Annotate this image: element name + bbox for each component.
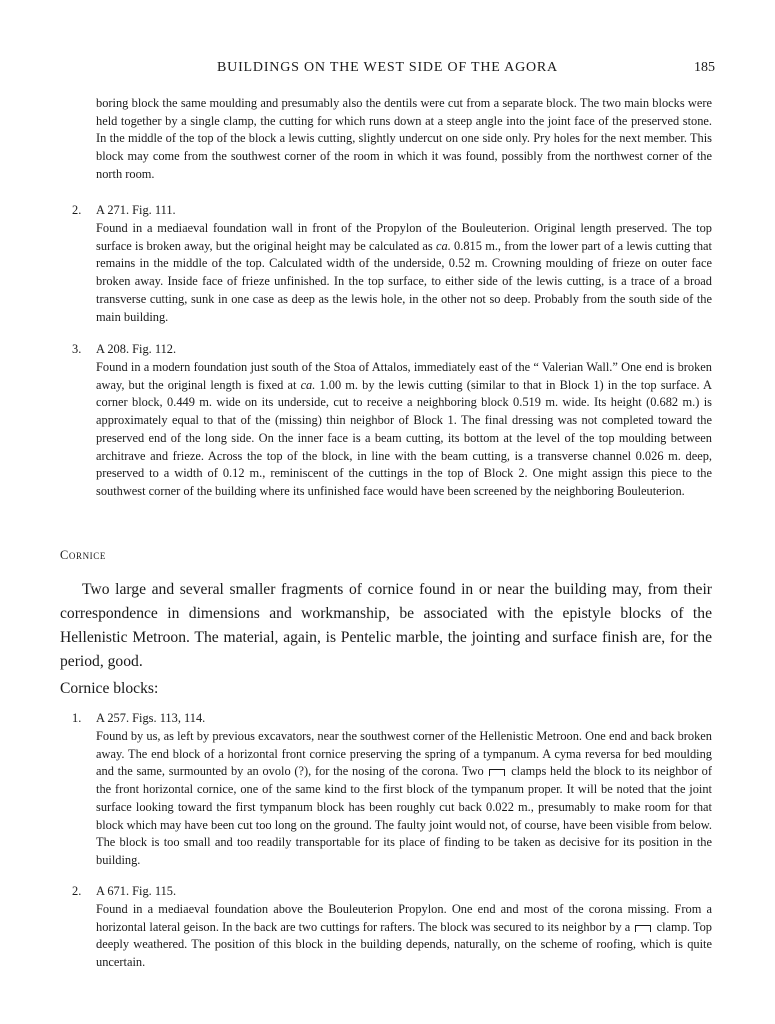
- running-title: BUILDINGS ON THE WEST SIDE OF THE AGORA: [217, 60, 558, 75]
- text-segment: clamps held the block to its neighbor of the front horizontal cornice, one of the same kind to the first block of the tympanum proper. It will be noted that the joint surface looking toward the first tympanum block has been roughly cut back 0.022 m., presumably to make room for that block which may have been cut too long on the ground. The faulty joint would not, of course, have been visible from below. The block is too small and too readily transportable for its place of finding to be taken as decisive for its position in the building.: [96, 764, 712, 867]
- item-number: 3.: [72, 342, 82, 356]
- text-segment: 1.00 m. by the lewis cutting (similar to that in Block 1) in the top surface. A corner block, 0.449 m. wide on its underside, cut to receive a neighboring block 0.519 m. wide. Its height (0.682 m.) is approximately equal to that of the (missing) thin neighbor of Block 1. The final dressing was not completed toward the preserved end of the long side. On the inner face is a beam cutting, its bottom at the level of the top moulding between architrave and frieze. Across the top of the block, in line with the beam cutting, is a transverse channel 0.026 m. deep, preserved to a width of 0.12 m., reminiscent of the cuttings in the top of Block 2. One might assign this piece to the southwest corner of the building where its unfinished face would have been screened by the neighboring Bouleuterion.: [96, 377, 712, 498]
- intro-paragraph: boring block the same moulding and presumably also the dentils were cut from a separate block. The two main blocks were held together by a single clamp, the cutting for which runs down at a steep angle into the joint face of the preserved stone. In the middle of the top of the block a lewis cutting, slightly undercut on one side only. Pry holes for the next member. This block may come from the southwest corner of the room in which it was found, possibly from the northwest corner of the north room.: [96, 96, 712, 181]
- catalogue-ref: A 671. Fig. 115.: [96, 884, 177, 898]
- text-segment: 0.815 m., from the lower part of a lewis cutting that remains in the middle of the top. Calculated width of the underside, 0.52 m. Crowning moulding of frieze on outer face broken away. Inside face of frieze unfinished. In the top surface, to either side of the lewis cutting, is a trace of a broad transverse cutting, sunk in one case as deep as the lewis hole, in the other not so deep. Probably from the south side of the main building.: [96, 238, 712, 324]
- sub-heading: Cornice blocks:: [60, 680, 159, 697]
- item-number: 2.: [72, 203, 82, 217]
- item-description: [96, 728, 712, 870]
- catalogue-ref: A 208. Fig. 112.: [96, 342, 177, 356]
- catalogue-ref: A 271. Fig. 111.: [96, 203, 176, 217]
- item-description: [96, 901, 712, 972]
- text-segment: Found in a modern foundation just south of the Stoa of Attalos, immediately east of the “ Valerian Wall.” One end is broken away, but the original length is fixed at: [96, 360, 712, 392]
- italic-abbrev: ca.: [300, 377, 316, 392]
- text-segment: Found in a mediaeval foundation wall in front of the Propylon of the Bouleuterion. Original length preserved. The top surface is broken away, but the original height may be calculated as: [96, 221, 712, 253]
- item-description: [96, 359, 712, 501]
- item-description: [96, 220, 712, 326]
- running-head: [60, 60, 715, 80]
- clamp-icon: [489, 769, 505, 776]
- text-segment: Found by us, as left by previous excavators, near the southwest corner of the Hellenistic Metroon. One end and back broken away. The end block of a horizontal front cornice preserving the spring of a tympanum. A cyma reversa for bed moulding and the same, surmounted by an ovolo (?), for the nosing of the corona. Two: [96, 729, 712, 779]
- catalogue-ref: A 257. Figs. 113, 114.: [96, 711, 206, 725]
- item-number: 1.: [72, 711, 82, 725]
- item-number: 2.: [72, 884, 82, 898]
- text-segment: Found in a mediaeval foundation above the Bouleuterion Propylon. One end and most of the corona missing. From a horizontal lateral geison. In the back are two cuttings for rafters. The block was secured to its neighbor by a: [96, 902, 712, 934]
- cornice-paragraph: Two large and several smaller fragments of cornice found in or near the building may, from their correspondence in dimensions and workmanship, be associated with the epistyle blocks of the Hellenistic Metroon. The material, again, is Pentelic marble, the jointing and surface finish are, for the period, good.: [60, 581, 712, 670]
- page-number: 185: [694, 60, 715, 75]
- section-heading: Cornice: [60, 548, 106, 562]
- text-segment: clamp. Top deeply weathered. The position of this block in the building depends, naturally, on the scheme of roofing, which is quite uncertain.: [96, 919, 712, 970]
- clamp-icon: [635, 925, 651, 932]
- italic-abbrev: ca.: [436, 238, 451, 253]
